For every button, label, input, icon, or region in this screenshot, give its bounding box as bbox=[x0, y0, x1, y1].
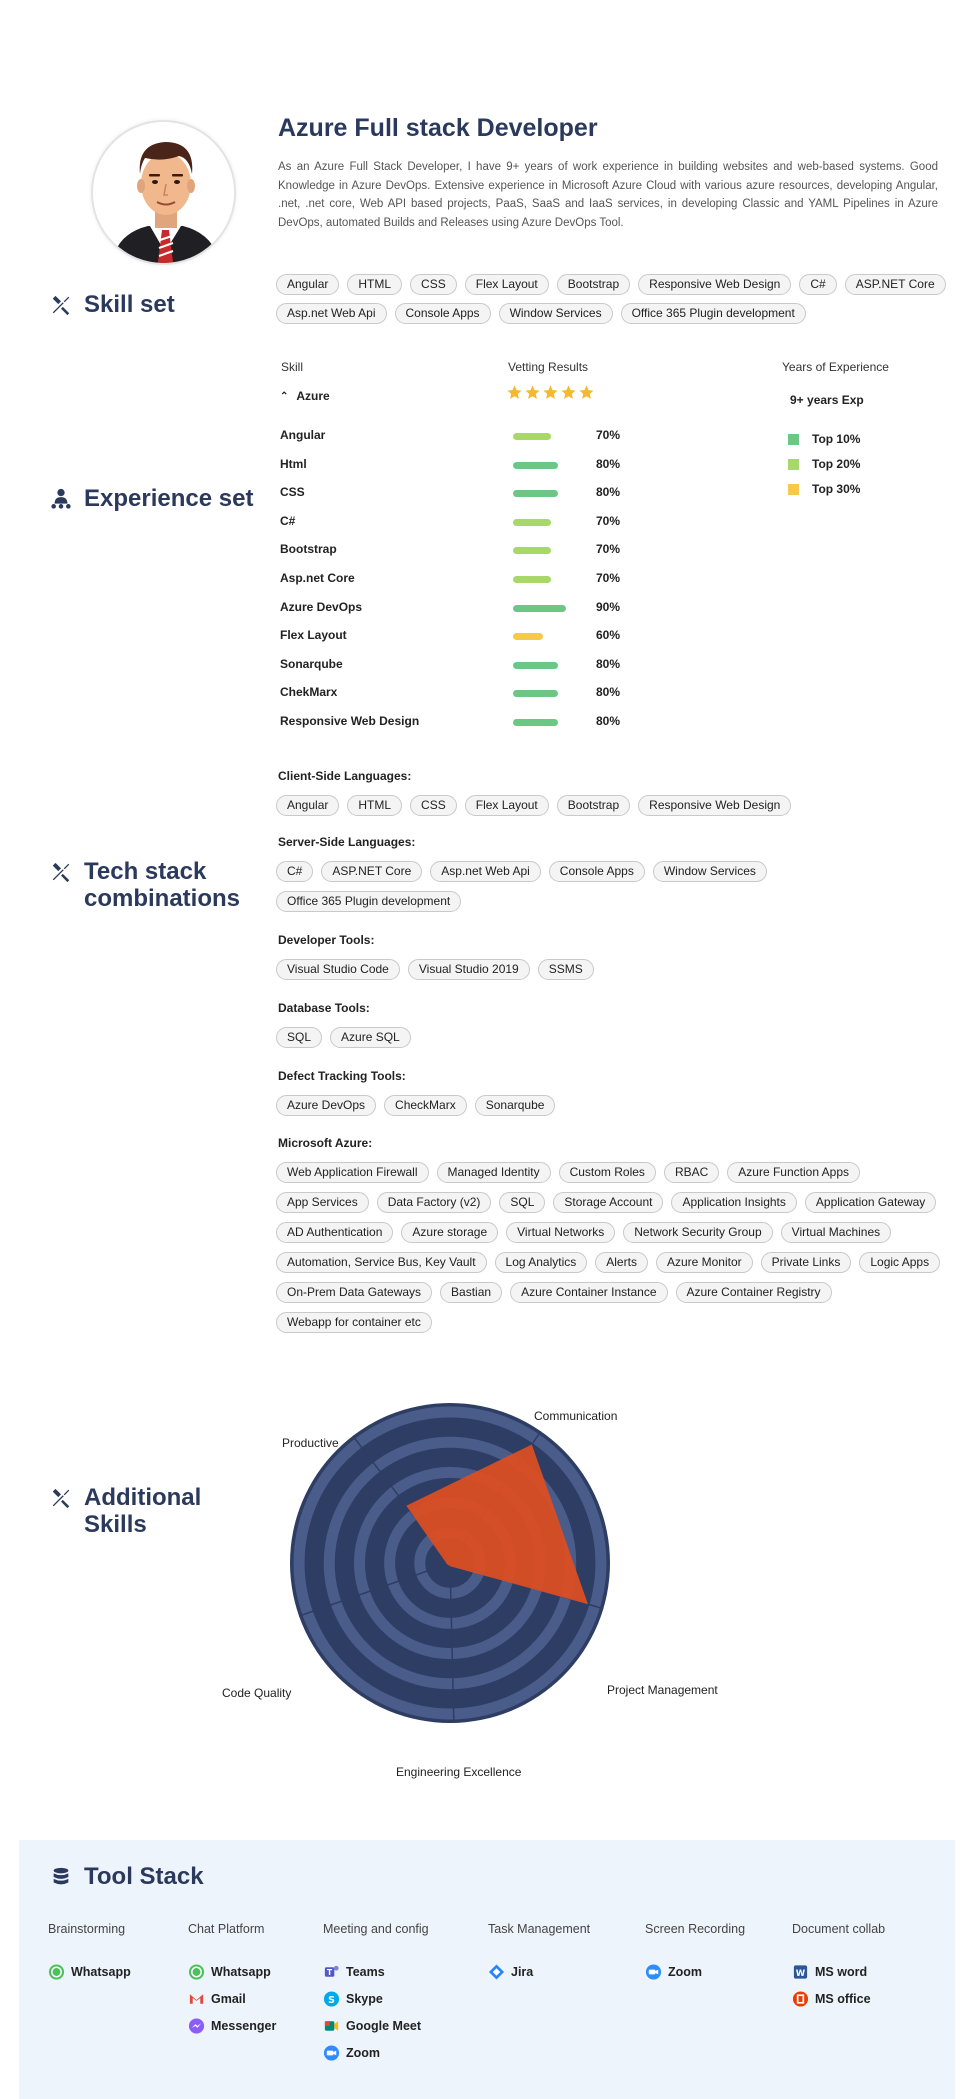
tool-column-heading: Chat Platform bbox=[188, 1922, 265, 1936]
tool-item[interactable] bbox=[188, 2017, 276, 2035]
skill-tag: Virtual Machines bbox=[781, 1222, 892, 1243]
gmail-icon bbox=[188, 1991, 205, 2008]
star-icon bbox=[524, 384, 541, 401]
skill-tag: Web Application Firewall bbox=[276, 1162, 429, 1183]
tech-group-tags bbox=[276, 861, 836, 912]
experience-bar bbox=[513, 662, 558, 669]
experience-percent: 80% bbox=[596, 456, 621, 471]
tech-group-tags bbox=[276, 1095, 836, 1116]
skill-tag: Console Apps bbox=[395, 303, 491, 324]
experience-bar bbox=[513, 605, 566, 612]
legend-swatch bbox=[788, 459, 799, 470]
experience-bar bbox=[513, 719, 558, 726]
additional-skills-radar-chart bbox=[200, 1395, 780, 1795]
experience-percent: 70% bbox=[596, 542, 621, 557]
experience-bar bbox=[513, 519, 551, 526]
experience-skill-name: Responsive Web Design bbox=[280, 714, 420, 728]
skill-tag: Azure DevOps bbox=[276, 1095, 376, 1116]
ms-word-icon bbox=[792, 1964, 809, 1981]
experience-row bbox=[280, 455, 640, 475]
whatsapp-icon bbox=[188, 1964, 205, 1981]
skill-tag: Azure Function Apps bbox=[727, 1162, 860, 1183]
tech-group-label: Server-Side Languages: bbox=[278, 835, 416, 849]
skill-tag: Console Apps bbox=[549, 861, 645, 882]
experience-skill-name: ChekMarx bbox=[280, 685, 338, 700]
star-icon bbox=[578, 384, 595, 401]
tool-stack-heading bbox=[50, 1863, 204, 1890]
tool-item[interactable] bbox=[323, 1963, 385, 1981]
skill-tag: SQL bbox=[499, 1192, 545, 1213]
skill-tag: Azure Container Instance bbox=[510, 1282, 667, 1303]
tool-column-heading: Task Management bbox=[488, 1922, 591, 1936]
skill-tag: Visual Studio Code bbox=[276, 959, 400, 980]
tool-item-label: Messenger bbox=[211, 2019, 277, 2033]
tool-item-label: Skype bbox=[346, 1992, 383, 2006]
experience-percent: 70% bbox=[596, 513, 621, 528]
experience-bar bbox=[513, 462, 558, 469]
tool-stack-title: Tool Stack bbox=[84, 1863, 204, 1890]
experience-skill-name: C# bbox=[280, 513, 296, 528]
experience-row bbox=[280, 483, 640, 503]
experience-bar bbox=[513, 547, 551, 554]
chevron-up-icon: ⌃ bbox=[280, 390, 289, 402]
experience-row bbox=[280, 626, 640, 646]
experience-bar bbox=[513, 490, 558, 497]
skill-tag: Asp.net Web Api bbox=[276, 303, 387, 324]
skill-tag: Storage Account bbox=[553, 1192, 663, 1213]
skill-tag: Window Services bbox=[653, 861, 767, 882]
col-years-header: Years of Experience bbox=[782, 360, 889, 374]
skill-tag: Network Security Group bbox=[623, 1222, 772, 1243]
tool-item-label: MS word bbox=[815, 1965, 868, 1979]
tool-item[interactable] bbox=[323, 2044, 380, 2062]
skill-tag: Data Factory (v2) bbox=[377, 1192, 492, 1213]
tech-group-tags bbox=[276, 959, 836, 980]
skill-tag: RBAC bbox=[664, 1162, 719, 1183]
experience-row bbox=[280, 540, 640, 560]
skill-tag: Responsive Web Design bbox=[638, 274, 791, 295]
experience-percent: 70% bbox=[596, 428, 621, 442]
experience-row bbox=[280, 426, 640, 446]
tool-column-heading: Meeting and config bbox=[323, 1922, 429, 1936]
legend-item bbox=[788, 482, 860, 496]
skill-tag: AD Authentication bbox=[276, 1222, 393, 1243]
experience-percent: 80% bbox=[596, 485, 621, 500]
experience-skill-name: Flex Layout bbox=[280, 628, 347, 643]
tech-group-label: Client-Side Languages: bbox=[278, 769, 412, 783]
skill-tag: Azure Container Registry bbox=[676, 1282, 832, 1303]
tool-item-label: Zoom bbox=[346, 2046, 381, 2060]
experience-percent: 90% bbox=[596, 599, 621, 614]
skill-tag: Window Services bbox=[499, 303, 613, 324]
tool-item-label: Jira bbox=[511, 1965, 534, 1979]
tech-stack-title-line2: combinations bbox=[84, 885, 241, 912]
skill-tag: Log Analytics bbox=[495, 1252, 588, 1273]
experience-row bbox=[280, 712, 640, 732]
col-vetting-header: Vetting Results bbox=[508, 360, 589, 374]
experience-row bbox=[280, 683, 640, 703]
tech-group-tags bbox=[276, 1162, 956, 1333]
tool-item[interactable] bbox=[323, 2017, 421, 2035]
experience-bar bbox=[513, 433, 551, 440]
tool-item-label: MS office bbox=[815, 1992, 871, 2006]
tech-group-label: Developer Tools: bbox=[278, 933, 375, 947]
legend-swatch bbox=[788, 434, 799, 445]
experience-set-heading bbox=[50, 485, 253, 512]
skill-tag: SQL bbox=[276, 1027, 322, 1048]
whatsapp-icon bbox=[48, 1964, 65, 1981]
tool-item-label: Whatsapp bbox=[71, 1965, 131, 1979]
col-skill-header: Skill bbox=[281, 360, 304, 374]
skill-tag: Flex Layout bbox=[465, 274, 549, 295]
skill-tag: Responsive Web Design bbox=[638, 795, 791, 816]
skill-tag: CSS bbox=[410, 274, 457, 295]
tool-item-label: Zoom bbox=[668, 1965, 703, 1979]
skill-tag: Logic Apps bbox=[859, 1252, 940, 1273]
tool-item[interactable] bbox=[48, 1963, 131, 1981]
svg-text:T: T bbox=[327, 1967, 333, 1977]
skill-tag: Automation, Service Bus, Key Vault bbox=[276, 1252, 487, 1273]
svg-text:W: W bbox=[795, 1968, 806, 1979]
primary-skill-toggle[interactable] bbox=[280, 389, 330, 403]
tech-group-tags bbox=[276, 1027, 836, 1048]
primary-years: 9+ years Exp bbox=[790, 393, 864, 407]
experience-skill-name: Azure DevOps bbox=[280, 599, 363, 614]
teams-icon bbox=[323, 1964, 340, 1981]
additional-skills-heading bbox=[50, 1484, 201, 1538]
tool-column-heading: Screen Recording bbox=[645, 1922, 746, 1936]
experience-row bbox=[280, 655, 640, 675]
intro-paragraph: As an Azure Full Stack Developer, I have 9+ years of work experience in building websites and web-based systems. Good Knowledge in Azure DevOps. Extensive experience in Microsoft Azure Cloud with various azure resources, developing Angular, .net, .net core, Web API based projects, PaaS, SaaS and IaaS services, in developing Classic and YAML Pipelines in Azure DevOps, automated Builds and Releases using Azure DevOps Tool. bbox=[278, 161, 938, 229]
tool-item-label: Google Meet bbox=[346, 2019, 422, 2033]
experience-row bbox=[280, 598, 640, 618]
skill-tag: Bootstrap bbox=[557, 795, 630, 816]
skill-tag: On-Prem Data Gateways bbox=[276, 1282, 432, 1303]
tool-item[interactable] bbox=[323, 1990, 383, 2008]
skill-tag: CheckMarx bbox=[384, 1095, 467, 1116]
skill-tag: Managed Identity bbox=[437, 1162, 551, 1183]
tool-item[interactable] bbox=[645, 1963, 702, 1981]
tool-item-label: Gmail bbox=[211, 1992, 246, 2006]
tool-item[interactable] bbox=[792, 1963, 867, 1981]
skill-tag: C# bbox=[799, 274, 836, 295]
experience-skill-name: Sonarqube bbox=[280, 656, 343, 671]
skill-tag: Virtual Networks bbox=[506, 1222, 615, 1243]
star-icon bbox=[560, 384, 577, 401]
experience-skill-name: Bootstrap bbox=[280, 542, 337, 557]
skill-tag: Azure storage bbox=[401, 1222, 498, 1243]
experience-percent: 80% bbox=[596, 714, 621, 728]
skill-tag: Private Links bbox=[761, 1252, 852, 1273]
skill-tag: HTML bbox=[347, 274, 402, 295]
tech-group-label: Database Tools: bbox=[278, 1001, 370, 1015]
skill-set-heading bbox=[50, 291, 175, 318]
experience-percent: 70% bbox=[596, 571, 621, 585]
zoom-icon bbox=[645, 1964, 662, 1981]
tools-icon bbox=[50, 1487, 72, 1509]
tool-item[interactable] bbox=[188, 1963, 271, 1981]
tech-group-label: Microsoft Azure: bbox=[278, 1136, 373, 1150]
radar-axis-label: Code Quality bbox=[222, 1686, 292, 1700]
skill-tag: App Services bbox=[276, 1192, 369, 1213]
skill-tag: Flex Layout bbox=[465, 795, 549, 816]
star-icon bbox=[506, 384, 523, 401]
tools-icon bbox=[50, 861, 72, 883]
experience-percent: 80% bbox=[596, 656, 621, 671]
legend-label: Top 30% bbox=[812, 482, 861, 496]
experience-skill-name: Asp.net Core bbox=[280, 571, 355, 585]
skill-tag: Webapp for container etc bbox=[276, 1312, 432, 1333]
skill-tag: ASP.NET Core bbox=[321, 861, 422, 882]
star-rating bbox=[506, 384, 595, 401]
skill-tag: Office 365 Plugin development bbox=[276, 891, 461, 912]
messenger-icon bbox=[188, 2018, 205, 2035]
svg-text:S: S bbox=[328, 1994, 335, 2006]
skill-tags bbox=[276, 274, 946, 324]
experience-skill-name: Html bbox=[280, 456, 307, 471]
tools-icon bbox=[50, 294, 72, 316]
tool-column-heading: Document collab bbox=[792, 1922, 886, 1936]
tool-item[interactable] bbox=[792, 1990, 871, 2008]
skill-tag: ASP.NET Core bbox=[845, 274, 946, 295]
skill-tag: Custom Roles bbox=[559, 1162, 656, 1183]
skill-tag: CSS bbox=[410, 795, 457, 816]
experience-bar bbox=[513, 576, 551, 583]
skill-tag: Angular bbox=[276, 795, 339, 816]
experience-skill-name: CSS bbox=[280, 485, 305, 500]
skype-icon bbox=[323, 1991, 340, 2008]
legend-swatch bbox=[788, 484, 799, 495]
skill-tag: Sonarqube bbox=[475, 1095, 556, 1116]
skill-set-title: Skill set bbox=[84, 291, 175, 318]
experience-row bbox=[280, 569, 640, 589]
experience-percent: 80% bbox=[596, 685, 621, 700]
skill-tag: Office 365 Plugin development bbox=[621, 303, 806, 324]
experience-skill-name: Angular bbox=[280, 428, 326, 442]
tool-item-label: Teams bbox=[346, 1965, 385, 1979]
skill-tag: C# bbox=[276, 861, 313, 882]
tool-item-label: Whatsapp bbox=[211, 1965, 271, 1979]
legend-label: Top 20% bbox=[812, 457, 861, 471]
experience-percent: 60% bbox=[596, 628, 621, 643]
radar-axis-label: Engineering Excellence bbox=[396, 1765, 522, 1779]
database-stack-icon bbox=[50, 1866, 72, 1888]
zoom-icon bbox=[323, 2045, 340, 2062]
star-icon bbox=[542, 384, 559, 401]
legend-item bbox=[788, 457, 860, 471]
radar-axis-label: Productive bbox=[282, 1436, 339, 1450]
skill-tag: Azure SQL bbox=[330, 1027, 411, 1048]
skill-tag: Azure Monitor bbox=[656, 1252, 753, 1273]
additional-skills-title-line2: Skills bbox=[84, 1511, 147, 1538]
skill-tag: Angular bbox=[276, 274, 339, 295]
tech-group-label: Defect Tracking Tools: bbox=[278, 1069, 406, 1083]
experience-set-title: Experience set bbox=[84, 485, 254, 512]
skill-tag: Visual Studio 2019 bbox=[408, 959, 530, 980]
tech-stack-heading bbox=[50, 858, 240, 912]
page-title: Azure Full stack Developer bbox=[278, 114, 598, 142]
experience-bar bbox=[513, 633, 543, 640]
additional-skills-title-line1: Additional bbox=[84, 1484, 202, 1511]
person-network-icon bbox=[50, 488, 72, 510]
tool-column-heading: Brainstorming bbox=[48, 1922, 126, 1936]
skill-tag: Application Insights bbox=[671, 1192, 796, 1213]
primary-skill-name: Azure bbox=[296, 389, 330, 403]
tool-item[interactable] bbox=[488, 1963, 533, 1981]
skill-tag: Bastian bbox=[440, 1282, 502, 1303]
tech-group-tags bbox=[276, 795, 836, 816]
experience-row bbox=[280, 512, 640, 532]
radar-axis-label: Project Management bbox=[607, 1683, 718, 1697]
jira-icon bbox=[488, 1964, 505, 1981]
developer-avatar-illustration bbox=[93, 122, 236, 265]
ms-office-icon bbox=[792, 1991, 809, 2008]
avatar bbox=[91, 120, 236, 265]
skill-tag: Bootstrap bbox=[557, 274, 630, 295]
skill-tag: HTML bbox=[347, 795, 402, 816]
radar-axis-label: Communication bbox=[534, 1409, 618, 1423]
skill-tag: Alerts bbox=[595, 1252, 648, 1273]
legend-label: Top 10% bbox=[812, 432, 861, 446]
experience-bar bbox=[513, 690, 558, 697]
google-meet-icon bbox=[323, 2018, 340, 2035]
legend-item bbox=[788, 432, 860, 446]
tool-item[interactable] bbox=[188, 1990, 246, 2008]
skill-tag: Application Gateway bbox=[805, 1192, 936, 1213]
tech-stack-title-line1: Tech stack bbox=[84, 858, 207, 885]
skill-tag: SSMS bbox=[538, 959, 594, 980]
skill-tag: Asp.net Web Api bbox=[430, 861, 541, 882]
